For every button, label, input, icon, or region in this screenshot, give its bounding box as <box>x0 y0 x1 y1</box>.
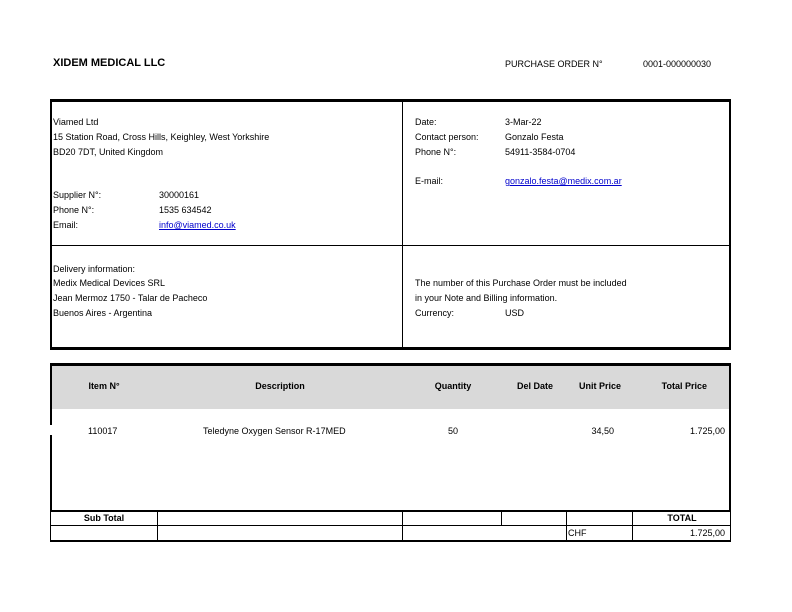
supplier-email-link[interactable]: info@viamed.co.uk <box>159 220 236 230</box>
header-del-date: Del Date <box>516 381 553 391</box>
notice-line-1: The number of this Purchase Order must be included <box>415 278 627 288</box>
contact-email-label: E-mail: <box>415 176 444 186</box>
delivery-title: Delivery information: <box>53 264 136 274</box>
row-total: 1.725,00 <box>689 426 725 436</box>
supplier-phone: 1535 634542 <box>159 205 212 215</box>
contact-person: Gonzalo Festa <box>505 132 564 142</box>
po-number: 0001-000000030 <box>643 59 712 69</box>
supplier-name: Viamed Ltd <box>53 117 99 127</box>
delivery-line-2: Jean Mermoz 1750 - Talar de Pacheco <box>53 293 208 303</box>
header-item-no: Item N° <box>88 381 120 391</box>
row-unit-price: 34,50 <box>591 426 614 436</box>
total-currency: CHF <box>568 528 587 538</box>
header-unit-price: Unit Price <box>578 381 621 391</box>
currency-label: Currency: <box>415 308 455 318</box>
header-quantity: Quantity <box>434 381 472 391</box>
header-description: Description <box>255 381 305 391</box>
row-item-no: 110017 <box>88 426 118 436</box>
row-description: Teledyne Oxygen Sensor R-17MED <box>203 426 346 436</box>
delivery-line-3: Buenos Aires - Argentina <box>53 308 153 318</box>
contact-email-link[interactable]: gonzalo.festa@medix.com.ar <box>505 176 622 186</box>
row-quantity: 50 <box>447 426 458 436</box>
total-value: 1.725,00 <box>689 528 725 538</box>
supplier-address-1: 15 Station Road, Cross Hills, Keighley, West Yorkshire <box>53 132 270 142</box>
contact-phone: 54911-3584-0704 <box>505 147 576 157</box>
po-label: PURCHASE ORDER N° <box>505 59 603 69</box>
currency-value: USD <box>505 308 525 318</box>
date-value: 3-Mar-22 <box>505 117 542 127</box>
contact-person-label: Contact person: <box>415 132 479 142</box>
header-total-price: Total Price <box>661 381 707 391</box>
supplier-address-2: BD20 7DT, United Kingdom <box>53 147 164 157</box>
date-label: Date: <box>415 117 437 127</box>
supplier-phone-label: Phone N°: <box>53 205 95 215</box>
contact-phone-label: Phone N°: <box>415 147 457 157</box>
notice-line-2: in your Note and Billing information. <box>415 293 558 303</box>
supplier-email-label: Email: <box>53 220 79 230</box>
company-name: XIDEM MEDICAL LLC <box>53 57 166 69</box>
supplier-no: 30000161 <box>159 190 200 200</box>
supplier-no-label: Supplier N°: <box>53 190 102 200</box>
total-label: TOTAL <box>667 513 697 523</box>
delivery-line-1: Medix Medical Devices SRL <box>53 278 166 288</box>
subtotal-label: Sub Total <box>83 513 125 523</box>
